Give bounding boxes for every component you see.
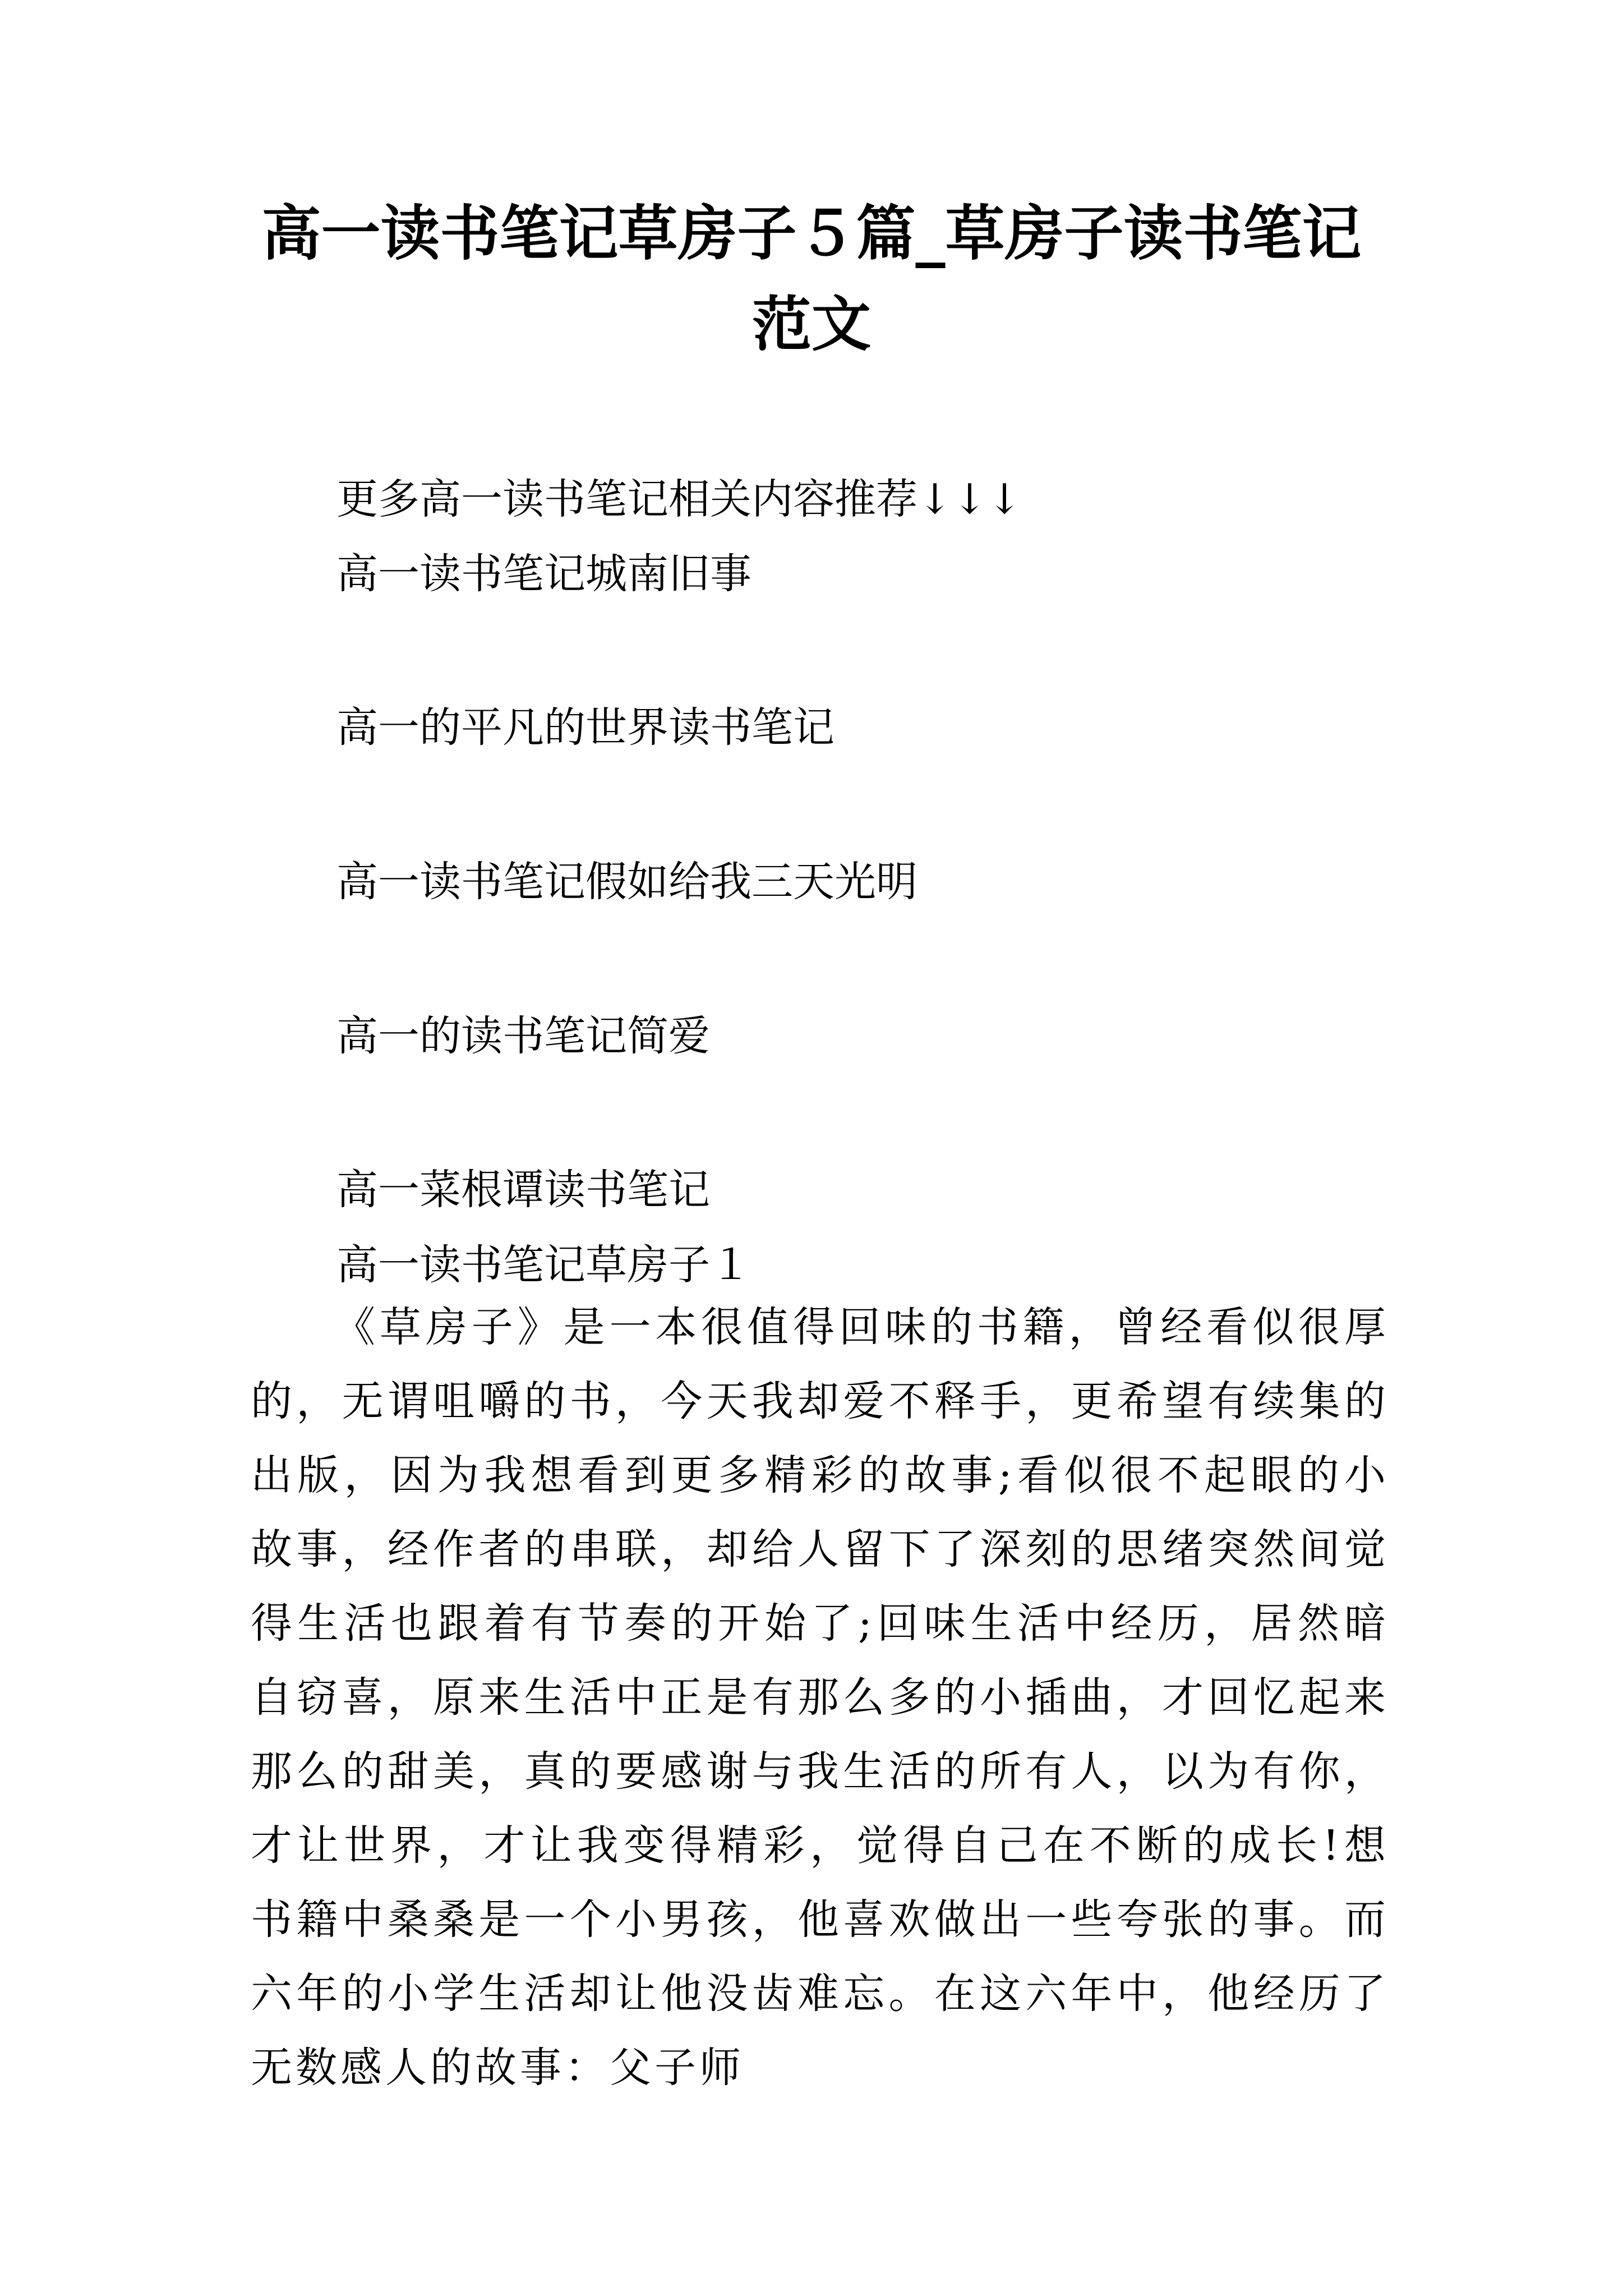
document-title <box>236 188 1387 370</box>
title-line-2: 范文 <box>752 289 871 359</box>
related-link-2[interactable]: 高一的平凡的世界读书笔记 <box>336 703 834 752</box>
title-line-1: 高一读书笔记草房子５篇_草房子读书笔记 <box>261 198 1362 268</box>
related-link-4[interactable]: 高一的读书笔记简爱 <box>336 1012 710 1060</box>
related-link-3[interactable]: 高一读书笔记假如给我三天光明 <box>336 858 917 906</box>
related-link-1[interactable]: 高一读书笔记城南旧事 <box>336 550 751 598</box>
related-link-5[interactable]: 高一菜根谭读书笔记 <box>336 1166 710 1214</box>
body-paragraph: 《草房子》是一本很值得回味的书籍，曾经看似很厚的，无谓咀嚼的书，今天我却爱不释手，更希望有续集的出版，因为我想看到更多精彩的故事;看似很不起眼的小故事，经作者的串联，却给人留下了深刻的思绪突然间觉得生活也跟着有节奏的开始了;回味生活中经历，居然暗自窃喜，原来生活中正是有那么多的小插曲，才回忆起来那么的甜美，真的要感谢与我生活的所有人，以为有你，才让世界，才让我变得精彩，觉得自己在不断的成长!想书籍中桑桑是一个小男孩，他喜欢做出一些夸张的事。而六年的小学生活却让他没齿难忘。在这六年中，他经历了无数感人的故事：父子师 <box>251 1303 1389 2092</box>
recommend-heading: 更多高一读书笔记相关内容推荐↓↓↓ <box>336 475 1022 523</box>
section-heading: 高一读书笔记草房子１ <box>336 1241 751 1289</box>
